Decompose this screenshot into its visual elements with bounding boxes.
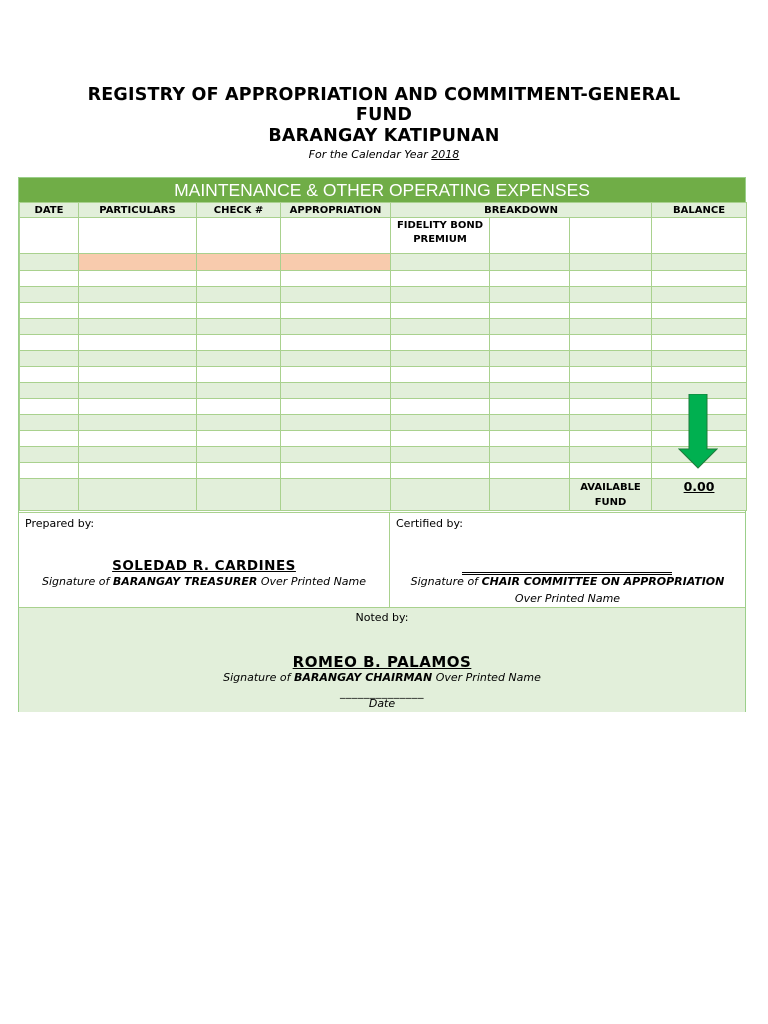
cell[interactable] bbox=[197, 463, 281, 479]
cell[interactable] bbox=[197, 319, 281, 335]
cell[interactable] bbox=[391, 399, 490, 415]
cell[interactable] bbox=[490, 254, 570, 271]
cell[interactable] bbox=[20, 319, 79, 335]
cell[interactable] bbox=[197, 399, 281, 415]
cell[interactable] bbox=[490, 271, 570, 287]
cell[interactable] bbox=[281, 335, 391, 351]
cell[interactable] bbox=[490, 303, 570, 319]
cell[interactable] bbox=[281, 479, 391, 511]
cell[interactable] bbox=[281, 218, 391, 254]
cell[interactable] bbox=[490, 479, 570, 511]
cell[interactable] bbox=[20, 415, 79, 431]
breakdown-item-fidelity-bond: FIDELITY BOND PREMIUM bbox=[391, 218, 490, 254]
cell[interactable] bbox=[570, 431, 652, 447]
table-header-row bbox=[20, 203, 747, 218]
table-row bbox=[20, 383, 747, 399]
cell[interactable] bbox=[391, 383, 490, 399]
col-balance: BALANCE bbox=[652, 203, 747, 218]
calendar-year-value: 2018 bbox=[431, 148, 460, 161]
cell[interactable] bbox=[391, 367, 490, 383]
date-label: Date bbox=[368, 697, 396, 710]
cell[interactable] bbox=[570, 383, 652, 399]
cell[interactable] bbox=[391, 319, 490, 335]
cell[interactable] bbox=[79, 463, 197, 479]
cell[interactable] bbox=[281, 463, 391, 479]
cell[interactable] bbox=[281, 351, 391, 367]
table-row bbox=[20, 431, 747, 447]
caption-prefix: Signature of bbox=[41, 575, 110, 588]
cell[interactable] bbox=[79, 218, 197, 254]
cell[interactable] bbox=[281, 447, 391, 463]
cell[interactable] bbox=[570, 463, 652, 479]
cell[interactable] bbox=[490, 415, 570, 431]
chair-committee-caption-line2: Over Printed Name bbox=[514, 592, 621, 605]
highlighted-cell[interactable] bbox=[197, 254, 281, 271]
cell[interactable] bbox=[490, 399, 570, 415]
cell[interactable] bbox=[281, 303, 391, 319]
cell[interactable] bbox=[281, 319, 391, 335]
cell[interactable] bbox=[391, 271, 490, 287]
chair-committee-caption bbox=[390, 575, 745, 588]
cell[interactable] bbox=[79, 351, 197, 367]
table-row bbox=[20, 415, 747, 431]
cell[interactable] bbox=[652, 335, 747, 351]
cell[interactable] bbox=[20, 479, 79, 511]
caption-suffix: Over Printed Name bbox=[260, 575, 367, 588]
cell[interactable] bbox=[652, 254, 747, 271]
section-banner: MAINTENANCE & OTHER OPERATING EXPENSES bbox=[19, 178, 745, 202]
cell[interactable] bbox=[652, 218, 747, 254]
table-row bbox=[20, 271, 747, 287]
cell[interactable] bbox=[570, 351, 652, 367]
col-check: CHECK # bbox=[197, 203, 281, 218]
table-row bbox=[20, 399, 747, 415]
chairman-caption bbox=[19, 671, 745, 684]
cell[interactable] bbox=[281, 367, 391, 383]
cell[interactable] bbox=[570, 367, 652, 383]
cell[interactable] bbox=[652, 319, 747, 335]
cell[interactable] bbox=[391, 254, 490, 271]
table-row bbox=[20, 218, 747, 254]
cell[interactable] bbox=[197, 367, 281, 383]
cell[interactable] bbox=[197, 335, 281, 351]
cell[interactable] bbox=[20, 351, 79, 367]
cell[interactable] bbox=[197, 287, 281, 303]
cell[interactable] bbox=[391, 351, 490, 367]
cell[interactable] bbox=[79, 447, 197, 463]
cell[interactable] bbox=[20, 335, 79, 351]
barangay-name: BARANGAY KATIPUNAN bbox=[268, 126, 500, 146]
cell[interactable] bbox=[79, 271, 197, 287]
cell[interactable] bbox=[20, 303, 79, 319]
registry-sheet bbox=[18, 177, 746, 712]
cell[interactable] bbox=[79, 399, 197, 415]
cell[interactable] bbox=[79, 383, 197, 399]
cell[interactable] bbox=[490, 287, 570, 303]
certified-by-label: Certified by: bbox=[396, 517, 463, 530]
cell[interactable] bbox=[197, 383, 281, 399]
available-fund-cell bbox=[652, 479, 747, 511]
cell[interactable] bbox=[79, 319, 197, 335]
caption-role: BARANGAY CHAIRMAN bbox=[294, 671, 433, 684]
cell[interactable] bbox=[391, 415, 490, 431]
available-fund-value: 0.00 bbox=[683, 479, 715, 494]
cell[interactable] bbox=[79, 479, 197, 511]
cell[interactable] bbox=[20, 399, 79, 415]
cell[interactable] bbox=[570, 303, 652, 319]
cell[interactable] bbox=[281, 415, 391, 431]
cell[interactable] bbox=[570, 399, 652, 415]
cell[interactable] bbox=[197, 447, 281, 463]
document-title-line2: FUND bbox=[355, 105, 413, 125]
caption-role: CHAIR COMMITTEE ON APPROPRIATION bbox=[481, 575, 725, 588]
cell[interactable] bbox=[391, 287, 490, 303]
cell[interactable] bbox=[391, 431, 490, 447]
cell[interactable] bbox=[20, 271, 79, 287]
caption-suffix: Over Printed Name bbox=[435, 671, 541, 684]
cell[interactable] bbox=[197, 218, 281, 254]
cell[interactable] bbox=[490, 431, 570, 447]
cell[interactable] bbox=[197, 479, 281, 511]
cell[interactable] bbox=[490, 319, 570, 335]
treasurer-name: SOLEDAD R. CARDINES bbox=[112, 558, 296, 574]
cell[interactable] bbox=[652, 287, 747, 303]
table-row bbox=[20, 303, 747, 319]
caption-role: BARANGAY TREASURER bbox=[112, 575, 258, 588]
cell[interactable] bbox=[79, 415, 197, 431]
table-row bbox=[20, 351, 747, 367]
cell[interactable] bbox=[197, 271, 281, 287]
signature-line bbox=[462, 572, 672, 573]
cell[interactable] bbox=[197, 351, 281, 367]
registry-table bbox=[19, 202, 747, 511]
cell[interactable] bbox=[20, 218, 79, 254]
cell[interactable] bbox=[20, 287, 79, 303]
cell[interactable] bbox=[79, 287, 197, 303]
cell[interactable] bbox=[20, 367, 79, 383]
cell[interactable] bbox=[281, 271, 391, 287]
cell[interactable] bbox=[391, 303, 490, 319]
cell[interactable] bbox=[490, 335, 570, 351]
cell[interactable] bbox=[490, 447, 570, 463]
col-appropriation: APPROPRIATION bbox=[281, 203, 391, 218]
cell[interactable] bbox=[20, 254, 79, 271]
cell[interactable] bbox=[281, 431, 391, 447]
table-row bbox=[20, 254, 747, 271]
cell[interactable] bbox=[197, 431, 281, 447]
certified-by-section bbox=[390, 512, 745, 607]
table-row bbox=[20, 287, 747, 303]
available-fund-row bbox=[20, 479, 747, 511]
cell[interactable] bbox=[20, 463, 79, 479]
cell[interactable] bbox=[570, 271, 652, 287]
calendar-year-prefix: For the Calendar Year bbox=[308, 148, 428, 161]
cell[interactable] bbox=[20, 431, 79, 447]
prepared-by-section bbox=[19, 512, 390, 607]
cell[interactable] bbox=[570, 447, 652, 463]
col-breakdown: BREAKDOWN bbox=[391, 203, 652, 218]
cell[interactable] bbox=[570, 287, 652, 303]
cell[interactable] bbox=[490, 463, 570, 479]
caption-prefix: Signature of bbox=[223, 671, 291, 684]
prepared-by-label: Prepared by: bbox=[25, 517, 95, 530]
cell[interactable] bbox=[79, 303, 197, 319]
noted-by-section bbox=[19, 607, 745, 712]
highlighted-cell[interactable] bbox=[79, 254, 197, 271]
document-title-line1: REGISTRY OF APPROPRIATION AND COMMITMENT-GENERAL bbox=[87, 85, 681, 105]
breakdown-item-3 bbox=[570, 218, 652, 254]
cell[interactable] bbox=[391, 479, 490, 511]
col-date: DATE bbox=[20, 203, 79, 218]
cell[interactable] bbox=[652, 367, 747, 383]
cell[interactable] bbox=[490, 351, 570, 367]
breakdown-item-2 bbox=[490, 218, 570, 254]
cell[interactable] bbox=[281, 399, 391, 415]
cell[interactable] bbox=[570, 335, 652, 351]
cell[interactable] bbox=[79, 431, 197, 447]
table-row bbox=[20, 319, 747, 335]
table-row bbox=[20, 447, 747, 463]
cell[interactable] bbox=[391, 335, 490, 351]
chairman-name: ROMEO B. PALAMOS bbox=[292, 653, 472, 671]
cell[interactable] bbox=[20, 447, 79, 463]
cell[interactable] bbox=[197, 415, 281, 431]
col-particulars: PARTICULARS bbox=[79, 203, 197, 218]
cell[interactable] bbox=[391, 463, 490, 479]
table-row bbox=[20, 335, 747, 351]
cell[interactable] bbox=[79, 367, 197, 383]
cell[interactable] bbox=[197, 303, 281, 319]
arrow-down-icon bbox=[678, 394, 718, 470]
cell[interactable] bbox=[570, 254, 652, 271]
cell[interactable] bbox=[281, 383, 391, 399]
cell[interactable] bbox=[570, 415, 652, 431]
treasurer-caption bbox=[19, 575, 389, 588]
cell[interactable] bbox=[391, 447, 490, 463]
cell[interactable] bbox=[652, 351, 747, 367]
calendar-year-line bbox=[0, 148, 768, 161]
highlighted-cell[interactable] bbox=[281, 254, 391, 271]
table-row bbox=[20, 367, 747, 383]
available-fund-label: AVAILABLE FUND bbox=[570, 479, 652, 511]
date-line: ______________ bbox=[340, 686, 424, 699]
cell[interactable] bbox=[281, 287, 391, 303]
cell[interactable] bbox=[652, 303, 747, 319]
cell[interactable] bbox=[652, 271, 747, 287]
noted-by-label: Noted by: bbox=[355, 611, 409, 624]
cell[interactable] bbox=[490, 383, 570, 399]
table-row bbox=[20, 463, 747, 479]
caption-prefix: Signature of bbox=[410, 575, 479, 588]
cell[interactable] bbox=[20, 383, 79, 399]
cell[interactable] bbox=[79, 335, 197, 351]
cell[interactable] bbox=[570, 319, 652, 335]
cell[interactable] bbox=[490, 367, 570, 383]
